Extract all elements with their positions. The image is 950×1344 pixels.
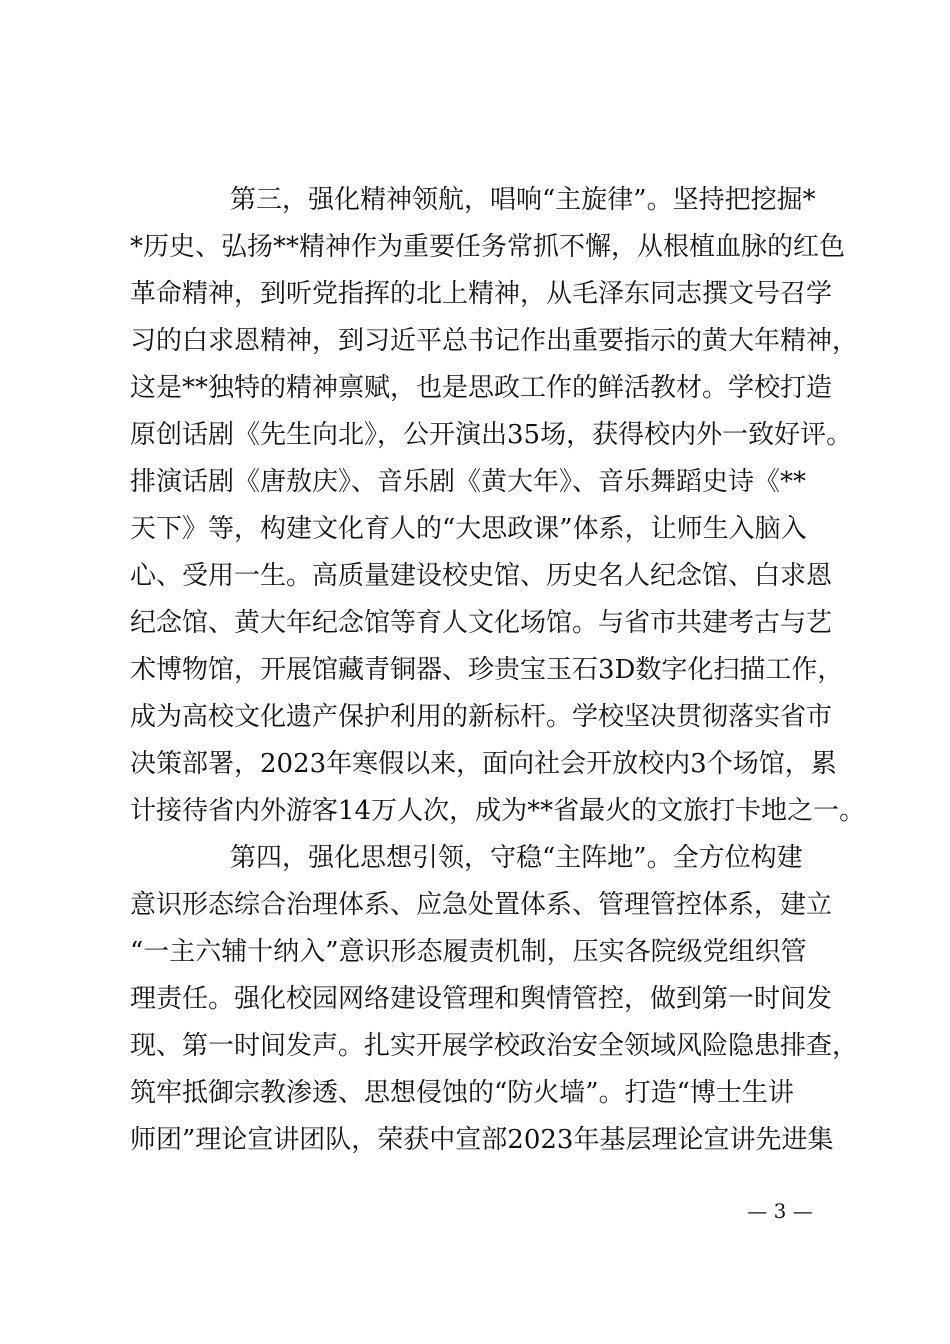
page-number: — 3 — bbox=[747, 1199, 813, 1223]
text-line: 成为高校文化遗产保护利用的新标杆。学校坚决贯彻落实省市 bbox=[130, 702, 833, 732]
text-line: 意识形态综合治理体系、应急处置体系、管理管控体系，建立 bbox=[130, 890, 833, 920]
text-line: 第四，强化思想引领，守稳“主阵地”。全方位构建 bbox=[230, 843, 803, 873]
text-line: 师团”理论宣讲团队，荣获中宣部2023年基层理论宣讲先进集 bbox=[130, 1125, 834, 1155]
text-line: 原创话剧《先生向北》，公开演出35场，获得校内外一致好评。 bbox=[130, 420, 853, 450]
text-line: 习的白求恩精神，到习近平总书记作出重要指示的黄大年精神， bbox=[130, 326, 859, 356]
text-line: *历史、弘扬**精神作为重要任务常抓不懈，从根植血脉的红色 bbox=[130, 232, 846, 262]
text-line: 天下》等，构建文化育人的“大思政课”体系，让师生入脑入 bbox=[130, 514, 807, 544]
text-line: 革命精神，到听党指挥的北上精神，从毛泽东同志撰文号召学 bbox=[130, 279, 833, 309]
text-line: 这是**独特的精神禀赋，也是思政工作的鲜活教材。学校打造 bbox=[130, 373, 833, 403]
text-line: “一主六辅十纳入”意识形态履责机制，压实各院级党组织管 bbox=[130, 937, 807, 967]
text-line: 纪念馆、黄大年纪念馆等育人文化场馆。与省市共建考古与艺 bbox=[130, 608, 833, 638]
text-line: 理责任。强化校园网络建设管理和舆情管控，做到第一时间发 bbox=[130, 984, 833, 1014]
text-line: 术博物馆，开展馆藏青铜器、珍贵宝玉石3D数字化扫描工作， bbox=[130, 655, 844, 685]
text-line: 决策部署，2023年寒假以来，面向社会开放校内3个场馆，累 bbox=[130, 749, 837, 779]
text-line: 现、第一时间发声。扎实开展学校政治安全领域风险隐患排查， bbox=[130, 1031, 859, 1061]
text-line: 计接待省内外游客14万人次，成为**省最火的文旅打卡地之一。 bbox=[130, 796, 866, 826]
text-line: 筑牢抵御宗教渗透、思想侵蚀的“防火墙”。打造“博士生讲 bbox=[130, 1078, 794, 1108]
text-line: 第三，强化精神领航，唱响“主旋律”。坚持把挖掘* bbox=[230, 185, 816, 215]
text-line: 心、受用一生。高质量建设校史馆、历史名人纪念馆、白求恩 bbox=[130, 561, 833, 591]
text-line: 排演话剧《唐敖庆》、音乐剧《黄大年》、音乐舞蹈史诗《** bbox=[130, 467, 807, 497]
